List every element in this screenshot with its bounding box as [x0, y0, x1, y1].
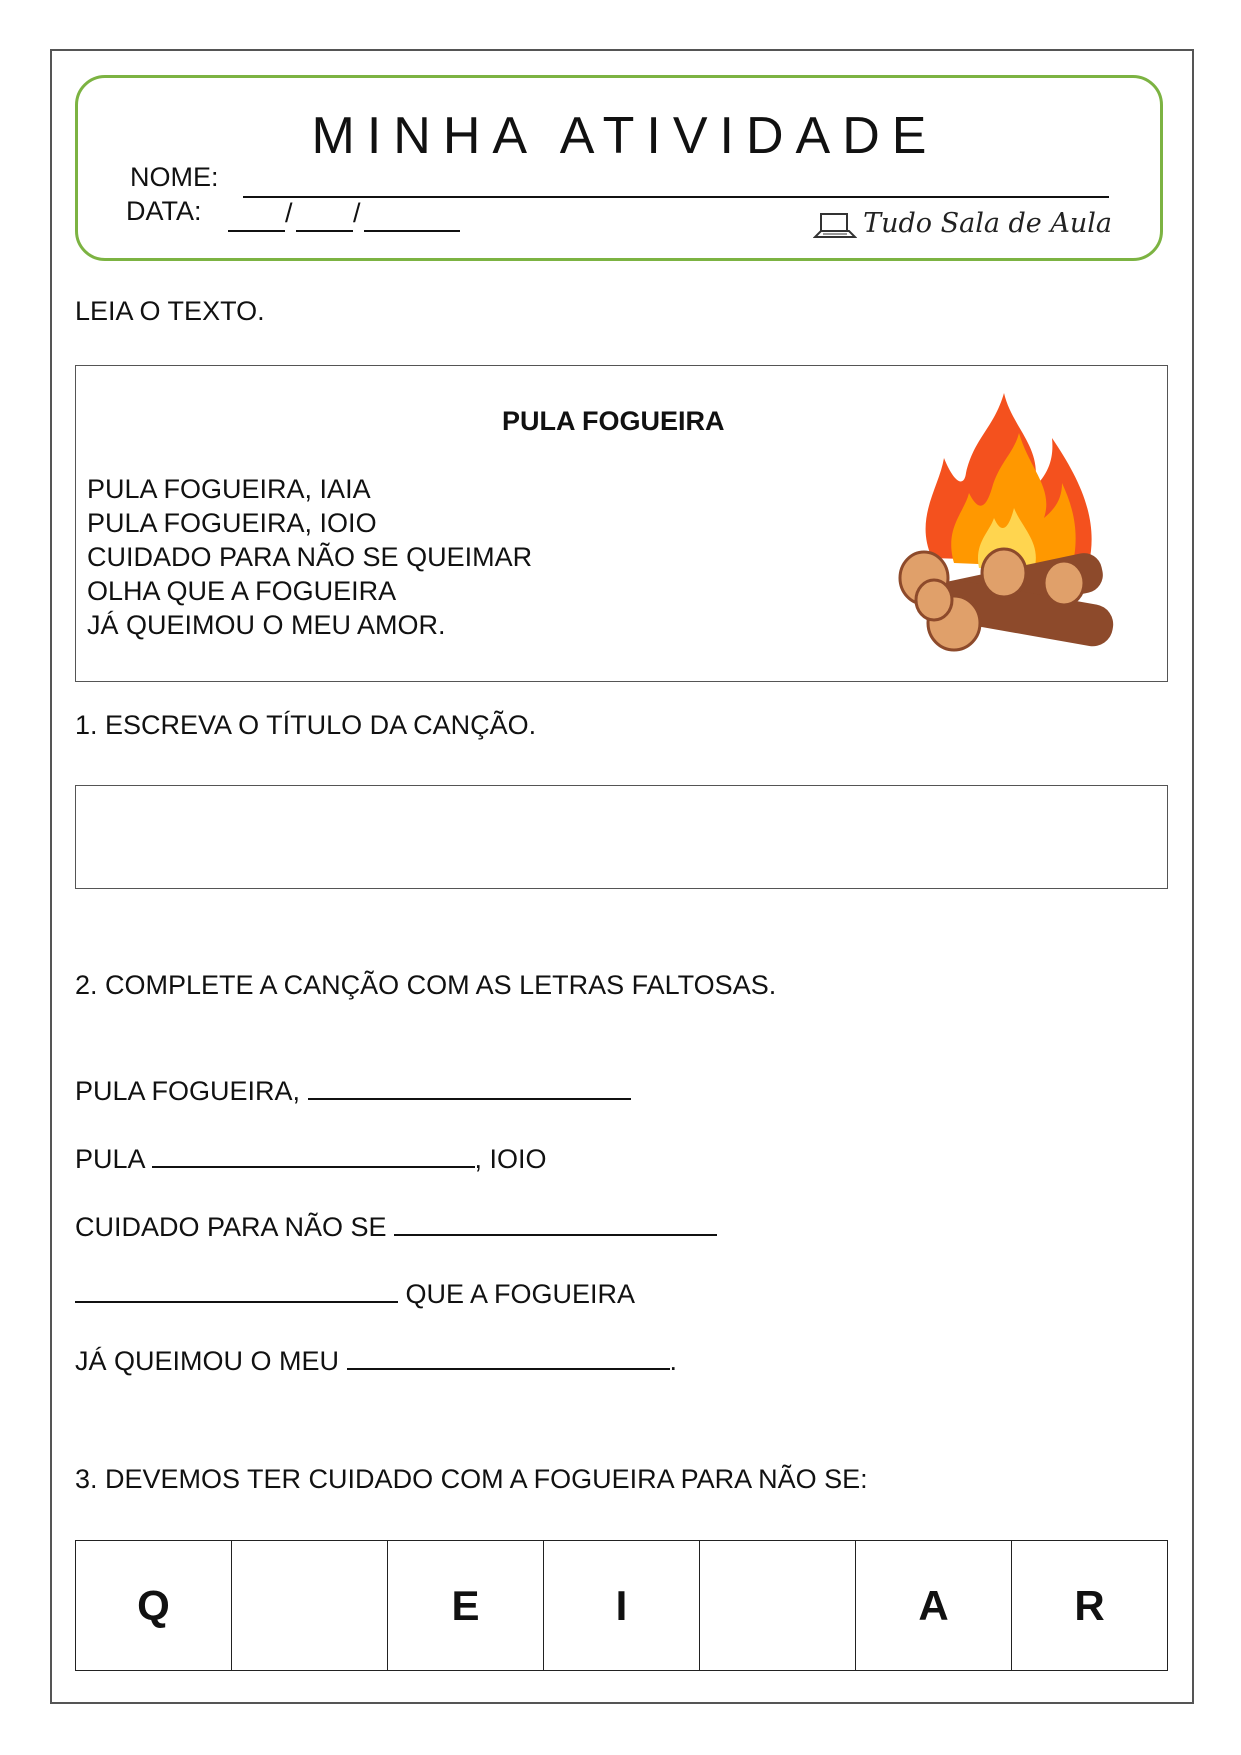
- poem-line: OLHA QUE A FOGUEIRA: [87, 576, 397, 606]
- name-label: NOME:: [130, 162, 219, 192]
- poem-line: PULA FOGUEIRA, IAIA: [87, 474, 371, 504]
- fill-text: JÁ QUEIMOU O MEU: [75, 1346, 347, 1376]
- question-1: 1. ESCREVA O TÍTULO DA CANÇÃO.: [75, 710, 537, 740]
- blank-field[interactable]: [308, 1072, 631, 1100]
- letter-cell: R: [1074, 1581, 1105, 1629]
- brand-logo: [813, 208, 1112, 239]
- poem-line: PULA FOGUEIRA, IOIO: [87, 508, 377, 538]
- fill-text: , IOIO: [474, 1144, 547, 1174]
- question-3: 3. DEVEMOS TER CUIDADO COM A FOGUEIRA PARA NÃO SE:: [75, 1464, 868, 1494]
- letter-cell-blank[interactable]: [232, 1541, 388, 1670]
- poem-title: PULA FOGUEIRA: [502, 406, 725, 436]
- name-field[interactable]: [243, 196, 1109, 198]
- letter-cell: A: [856, 1541, 1012, 1670]
- date-label: DATA:: [126, 196, 202, 226]
- title-answer-box[interactable]: [75, 785, 1168, 889]
- letter-cell: E: [388, 1541, 544, 1670]
- laptop-icon: [813, 211, 857, 239]
- fill-line-4: [75, 1275, 635, 1310]
- logo-text: Tudo Sala de Aula: [863, 208, 1112, 239]
- fill-text: PULA: [75, 1144, 152, 1174]
- date-month-field[interactable]: [296, 230, 353, 232]
- blank-field[interactable]: [75, 1275, 398, 1303]
- bonfire-illustration: [894, 378, 1134, 668]
- fill-line-3: [75, 1208, 717, 1243]
- date-slash: /: [285, 198, 293, 228]
- date-day-field[interactable]: [228, 230, 285, 232]
- letter-cell-blank[interactable]: [700, 1541, 856, 1670]
- fill-line-1: [75, 1072, 631, 1107]
- poem-line: CUIDADO PARA NÃO SE QUEIMAR: [87, 542, 533, 572]
- poem-lines: [87, 472, 532, 642]
- fill-text: PULA FOGUEIRA,: [75, 1076, 308, 1106]
- blank-field[interactable]: [152, 1140, 475, 1168]
- fill-line-5: [75, 1342, 677, 1377]
- blank-field[interactable]: [394, 1208, 717, 1236]
- instruction-text: LEIA O TEXTO.: [75, 296, 265, 326]
- fill-line-2: [75, 1140, 547, 1175]
- poem-line: JÁ QUEIMOU O MEU AMOR.: [87, 610, 446, 640]
- letter-grid: [75, 1540, 1168, 1671]
- fill-text: .: [669, 1346, 678, 1376]
- date-year-field[interactable]: [364, 230, 460, 232]
- fill-text: CUIDADO PARA NÃO SE: [75, 1212, 395, 1242]
- poem-box: [75, 365, 1168, 682]
- page-title: MINHA ATIVIDADE: [311, 107, 939, 165]
- letter-cell: I: [544, 1541, 700, 1670]
- question-2: 2. COMPLETE A CANÇÃO COM AS LETRAS FALTOSAS.: [75, 970, 777, 1000]
- letter-cell: Q: [76, 1541, 232, 1670]
- blank-field[interactable]: [347, 1342, 670, 1370]
- header-box: [75, 75, 1163, 261]
- fill-text: QUE A FOGUEIRA: [398, 1279, 636, 1309]
- date-slash: /: [353, 198, 361, 228]
